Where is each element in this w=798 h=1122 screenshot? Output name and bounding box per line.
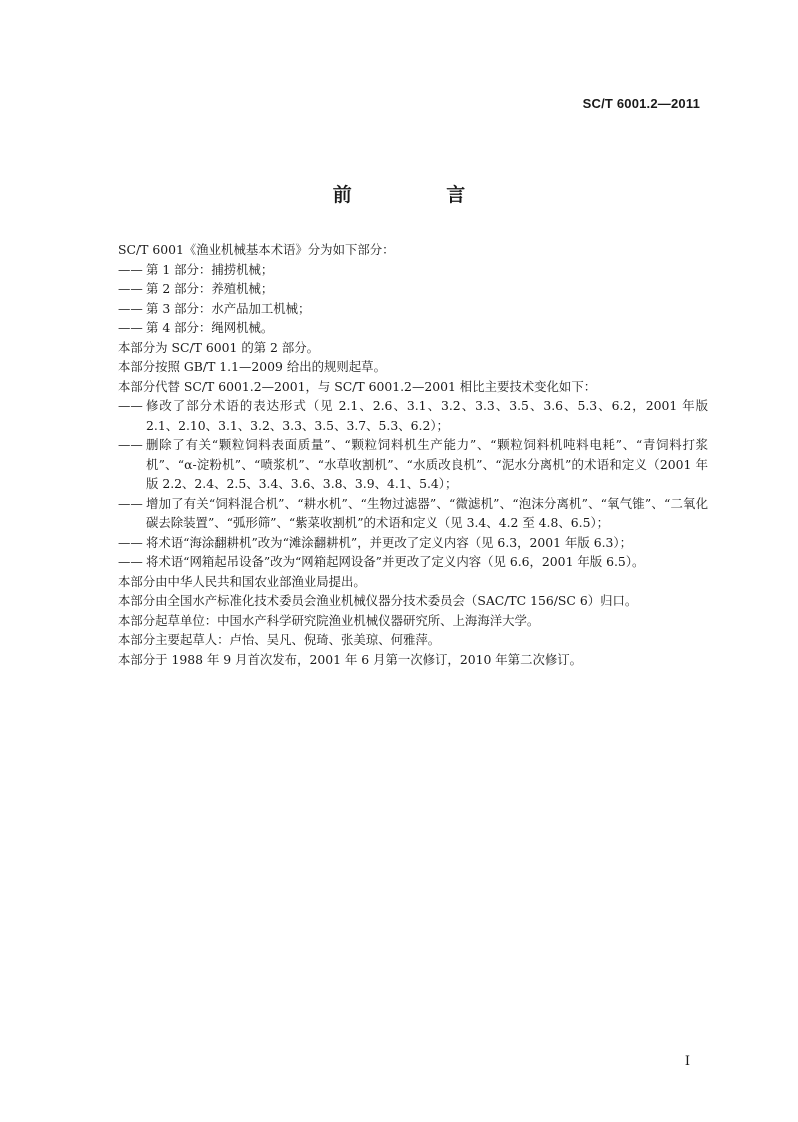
paragraph: 本部分由中华人民共和国农业部渔业局提出。: [118, 573, 366, 589]
list-item: [118, 494, 708, 533]
list-item: [118, 396, 708, 435]
list-item: [118, 279, 708, 299]
list-dash: ——: [118, 261, 143, 277]
list-dash: ——: [118, 437, 143, 452]
standard-code: SC/T 6001.2—2011: [582, 96, 700, 111]
list-item-text: 删除了有关“颗粒饲料表面质量”、“颗粒饲料机生产能力”、“颗粒饲料机吨料电耗”、“青饲料打浆机”、“α-淀粉机”、“喷浆机”、“水草收割机”、“水质改良机”、“泥水分离机”的术语和定义（2001 年版 2.2、2.4、2.5、3.4、3.6、3.8、3.9、4.1、5.4）；: [146, 437, 708, 491]
list-item-text: 第 4 部分：绳网机械。: [146, 320, 274, 335]
list-item: [118, 260, 708, 280]
list-item-text: 增加了有关“饲料混合机”、“耕水机”、“生物过滤器”、“微滤机”、“泡沫分离机”、“氧气锥”、“二氧化碳去除装置”、“弧形筛”、“紫菜收割机”的术语和定义（见 3.4、4.2 至 4.8、6.5）；: [146, 495, 708, 530]
list-item: [118, 533, 708, 553]
list-item-text: 将术语“网箱起吊设备”改为“网箱起网设备”并更改了定义内容（见 6.6，2001 年版 6.5）。: [146, 554, 645, 569]
list-item: [118, 552, 708, 572]
list-dash: ——: [118, 281, 143, 296]
paragraph: 本部分代替 SC/T 6001.2—2001，与 SC/T 6001.2—2001 相比主要技术变化如下：: [118, 378, 597, 394]
paragraph: 本部分为 SC/T 6001 的第 2 部分。: [118, 339, 320, 355]
list-dash: ——: [118, 300, 143, 316]
list-dash: ——: [118, 495, 143, 511]
page-number: I: [684, 1054, 690, 1069]
list-item: [118, 318, 708, 338]
list-item: [118, 299, 708, 319]
list-item-text: 第 3 部分：水产品加工机械；: [146, 300, 311, 316]
document-body: [118, 240, 708, 669]
list-dash: ——: [118, 320, 143, 335]
paragraph: 本部分起草单位：中国水产科学研究院渔业机械仪器研究所、上海海洋大学。: [118, 612, 540, 628]
list-item-text: 修改了部分术语的表达形式（见 2.1、2.6、3.1、3.2、3.3、3.5、3.6、5.3、6.2，2001 年版 2.1、2.10、3.1、3.2、3.3、3.5、3.7、5.3、6.2）；: [146, 398, 708, 433]
page-title: 前 言: [332, 184, 510, 206]
list-item-text: 第 1 部分：捕捞机械；: [146, 261, 274, 277]
paragraph: 本部分由全国水产标准化技术委员会渔业机械仪器分技术委员会（SAC/TC 156/SC 6）归口。: [118, 593, 638, 608]
paragraph: 本部分按照 GB/T 1.1—2009 给出的规则起草。: [118, 359, 386, 374]
paragraph: 本部分主要起草人：卢怡、吴凡、倪琦、张美琼、何雅萍。: [118, 632, 441, 647]
list-item-text: 第 2 部分：养殖机械；: [146, 281, 274, 296]
list-dash: ——: [118, 398, 143, 413]
list-item-text: 将术语“海涂翻耕机”改为“滩涂翻耕机”，并更改了定义内容（见 6.3，2001 年版 6.3）；: [146, 534, 633, 550]
paragraph: SC/T 6001《渔业机械基本术语》分为如下部分：: [118, 242, 395, 257]
list-dash: ——: [118, 534, 143, 550]
list-dash: ——: [118, 554, 143, 569]
list-item: [118, 435, 708, 494]
paragraph: 本部分于 1988 年 9 月首次发布，2001 年 6 月第一次修订，2010 年第二次修订。: [118, 651, 583, 667]
